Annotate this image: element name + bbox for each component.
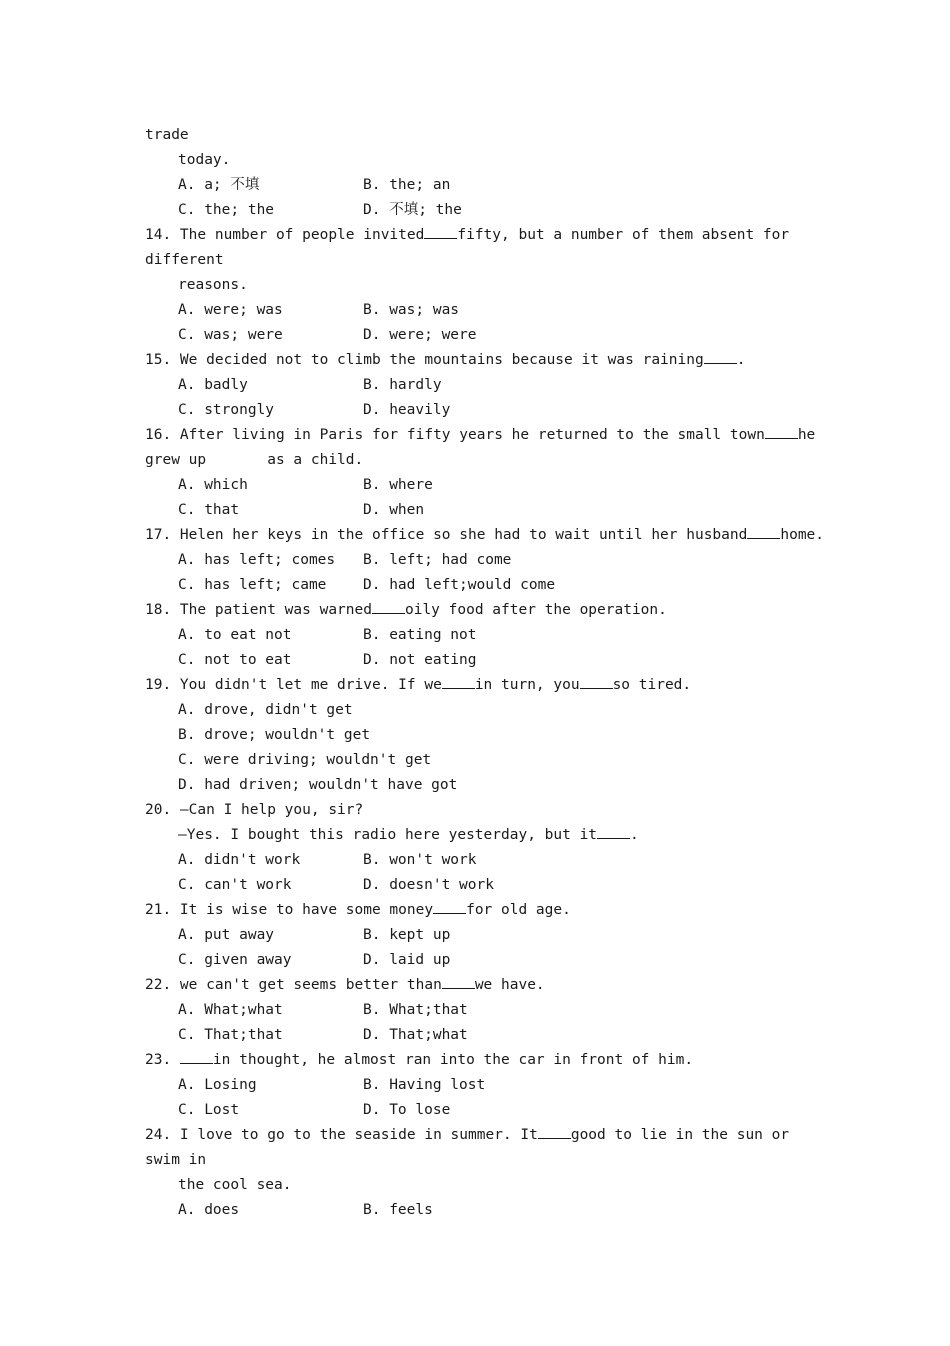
option-d: D. had left;would come bbox=[363, 577, 556, 593]
option-a: A. didn't work bbox=[178, 852, 301, 868]
option-a: A. a; 不填 bbox=[178, 177, 260, 193]
answer-blank bbox=[747, 524, 780, 539]
option-b: B. the; an bbox=[363, 177, 451, 193]
option-row bbox=[178, 298, 460, 323]
question-15 bbox=[145, 348, 745, 373]
option-a: A. which bbox=[178, 477, 248, 493]
answer-blank bbox=[180, 1049, 213, 1064]
answer-blank bbox=[580, 674, 613, 689]
option-c: C. That;that bbox=[178, 1027, 283, 1043]
question-20 bbox=[145, 798, 363, 823]
option-row bbox=[178, 398, 451, 423]
option-d: D. laid up bbox=[363, 952, 451, 968]
text-line bbox=[178, 823, 639, 848]
option-row bbox=[178, 773, 457, 798]
question-22 bbox=[145, 973, 545, 998]
option-b: B. drove; wouldn't get bbox=[178, 727, 371, 743]
option-d: D. heavily bbox=[363, 402, 451, 418]
question-19 bbox=[145, 673, 691, 698]
question-text: good to lie in the sun or bbox=[570, 1127, 790, 1143]
question-text: we have. bbox=[474, 977, 545, 993]
question-text: . bbox=[736, 352, 746, 368]
option-b: B. What;that bbox=[363, 1002, 468, 1018]
question-text: 15. We decided not to climb the mountains because it was raining bbox=[145, 352, 704, 368]
option-a: A. drove, didn't get bbox=[178, 702, 353, 718]
option-row bbox=[178, 848, 477, 873]
option-row bbox=[178, 373, 442, 398]
question-text: 18. The patient was warned bbox=[145, 602, 372, 618]
question-23 bbox=[145, 1048, 693, 1073]
text-line bbox=[178, 148, 230, 173]
option-row bbox=[178, 548, 512, 573]
option-row bbox=[178, 923, 451, 948]
option-row bbox=[178, 1023, 468, 1048]
option-row bbox=[178, 873, 494, 898]
option-c: C. has left; came bbox=[178, 577, 327, 593]
question-text: 14. The number of people invited bbox=[145, 227, 425, 243]
question-text: 20. —Can I help you, sir? bbox=[145, 802, 364, 818]
option-d: D. had driven; wouldn't have got bbox=[178, 777, 458, 793]
option-a: A. does bbox=[178, 1202, 240, 1218]
option-row bbox=[178, 473, 433, 498]
option-row bbox=[178, 1098, 451, 1123]
line-text: swim in bbox=[145, 1152, 207, 1168]
option-row bbox=[178, 623, 477, 648]
question-text: in thought, he almost ran into the car in front of him. bbox=[212, 1052, 694, 1068]
answer-blank bbox=[765, 424, 798, 439]
question-text: —Yes. I bought this radio here yesterday, but it bbox=[178, 827, 598, 843]
question-text: 22. we can't get seems better than bbox=[145, 977, 442, 993]
line-text: grew up as a child. bbox=[145, 452, 364, 468]
option-row bbox=[178, 498, 425, 523]
option-row bbox=[178, 573, 556, 598]
option-c: C. given away bbox=[178, 952, 292, 968]
option-row bbox=[178, 173, 451, 198]
line-text: reasons. bbox=[178, 277, 248, 293]
option-b: B. hardly bbox=[363, 377, 442, 393]
line-text: today. bbox=[178, 152, 231, 168]
text-line bbox=[145, 1148, 206, 1173]
option-d: D. were; were bbox=[363, 327, 477, 343]
answer-blank bbox=[372, 599, 405, 614]
question-text: home. bbox=[780, 527, 825, 543]
option-a: A. to eat not bbox=[178, 627, 292, 643]
option-c: C. were driving; wouldn't get bbox=[178, 752, 432, 768]
option-b: B. where bbox=[363, 477, 433, 493]
question-text: oily food after the operation. bbox=[404, 602, 667, 618]
answer-blank bbox=[424, 224, 457, 239]
option-b: B. won't work bbox=[363, 852, 477, 868]
option-row bbox=[178, 948, 451, 973]
option-row bbox=[178, 748, 431, 773]
text-line bbox=[145, 448, 363, 473]
option-b: B. eating not bbox=[363, 627, 477, 643]
option-b: B. was; was bbox=[363, 302, 460, 318]
option-a: A. put away bbox=[178, 927, 275, 943]
option-d: D. doesn't work bbox=[363, 877, 494, 893]
question-text: 16. After living in Paris for fifty years he returned to the small town bbox=[145, 427, 765, 443]
option-row bbox=[178, 198, 462, 223]
line-text: trade bbox=[145, 127, 189, 143]
option-c: C. that bbox=[178, 502, 240, 518]
option-c: C. not to eat bbox=[178, 652, 292, 668]
option-row bbox=[178, 1073, 486, 1098]
question-text: 17. Helen her keys in the office so she had to wait until her husband bbox=[145, 527, 748, 543]
answer-blank bbox=[538, 1124, 571, 1139]
option-a: A. Losing bbox=[178, 1077, 257, 1093]
option-b: B. Having lost bbox=[363, 1077, 486, 1093]
option-c: C. was; were bbox=[178, 327, 283, 343]
question-text: for old age. bbox=[466, 902, 571, 918]
option-b: B. kept up bbox=[363, 927, 451, 943]
question-16 bbox=[145, 423, 815, 448]
question-text: fifty, but a number of them absent for bbox=[457, 227, 790, 243]
text-line bbox=[145, 248, 224, 273]
option-d: D. 不填; the bbox=[363, 202, 462, 218]
option-a: A. badly bbox=[178, 377, 248, 393]
option-row bbox=[178, 723, 370, 748]
option-c: C. Lost bbox=[178, 1102, 240, 1118]
option-c: C. can't work bbox=[178, 877, 292, 893]
option-c: C. the; the bbox=[178, 202, 275, 218]
question-24 bbox=[145, 1123, 789, 1148]
answer-blank bbox=[704, 349, 737, 364]
option-b: B. left; had come bbox=[363, 552, 512, 568]
question-18 bbox=[145, 598, 667, 623]
option-row bbox=[178, 323, 477, 348]
answer-blank bbox=[442, 974, 475, 989]
option-row bbox=[178, 698, 353, 723]
question-text: 21. It is wise to have some money bbox=[145, 902, 434, 918]
option-a: A. has left; comes bbox=[178, 552, 336, 568]
option-a: A. were; was bbox=[178, 302, 283, 318]
answer-blank bbox=[433, 899, 466, 914]
question-14 bbox=[145, 223, 789, 248]
question-17 bbox=[145, 523, 824, 548]
question-text: 19. You didn't let me drive. If we bbox=[145, 677, 442, 693]
answer-blank bbox=[597, 824, 630, 839]
question-text: 23. bbox=[145, 1052, 180, 1068]
option-c: C. strongly bbox=[178, 402, 275, 418]
option-a: A. What;what bbox=[178, 1002, 283, 1018]
option-b: B. feels bbox=[363, 1202, 433, 1218]
option-d: D. To lose bbox=[363, 1102, 451, 1118]
question-text: 24. I love to go to the seaside in summer. It bbox=[145, 1127, 538, 1143]
answer-blank bbox=[442, 674, 475, 689]
option-row bbox=[178, 648, 477, 673]
text-line bbox=[145, 123, 189, 148]
option-d: D. That;what bbox=[363, 1027, 468, 1043]
option-d: D. when bbox=[363, 502, 425, 518]
question-text: . bbox=[630, 827, 639, 843]
text-line bbox=[178, 273, 248, 298]
option-row bbox=[178, 998, 468, 1023]
question-text: so tired. bbox=[612, 677, 692, 693]
question-text: he bbox=[797, 427, 816, 443]
text-line bbox=[178, 1173, 292, 1198]
question-21 bbox=[145, 898, 571, 923]
line-text: different bbox=[145, 252, 224, 268]
option-d: D. not eating bbox=[363, 652, 477, 668]
question-text: in turn, you bbox=[474, 677, 580, 693]
line-text: the cool sea. bbox=[178, 1177, 292, 1193]
option-row bbox=[178, 1198, 433, 1223]
